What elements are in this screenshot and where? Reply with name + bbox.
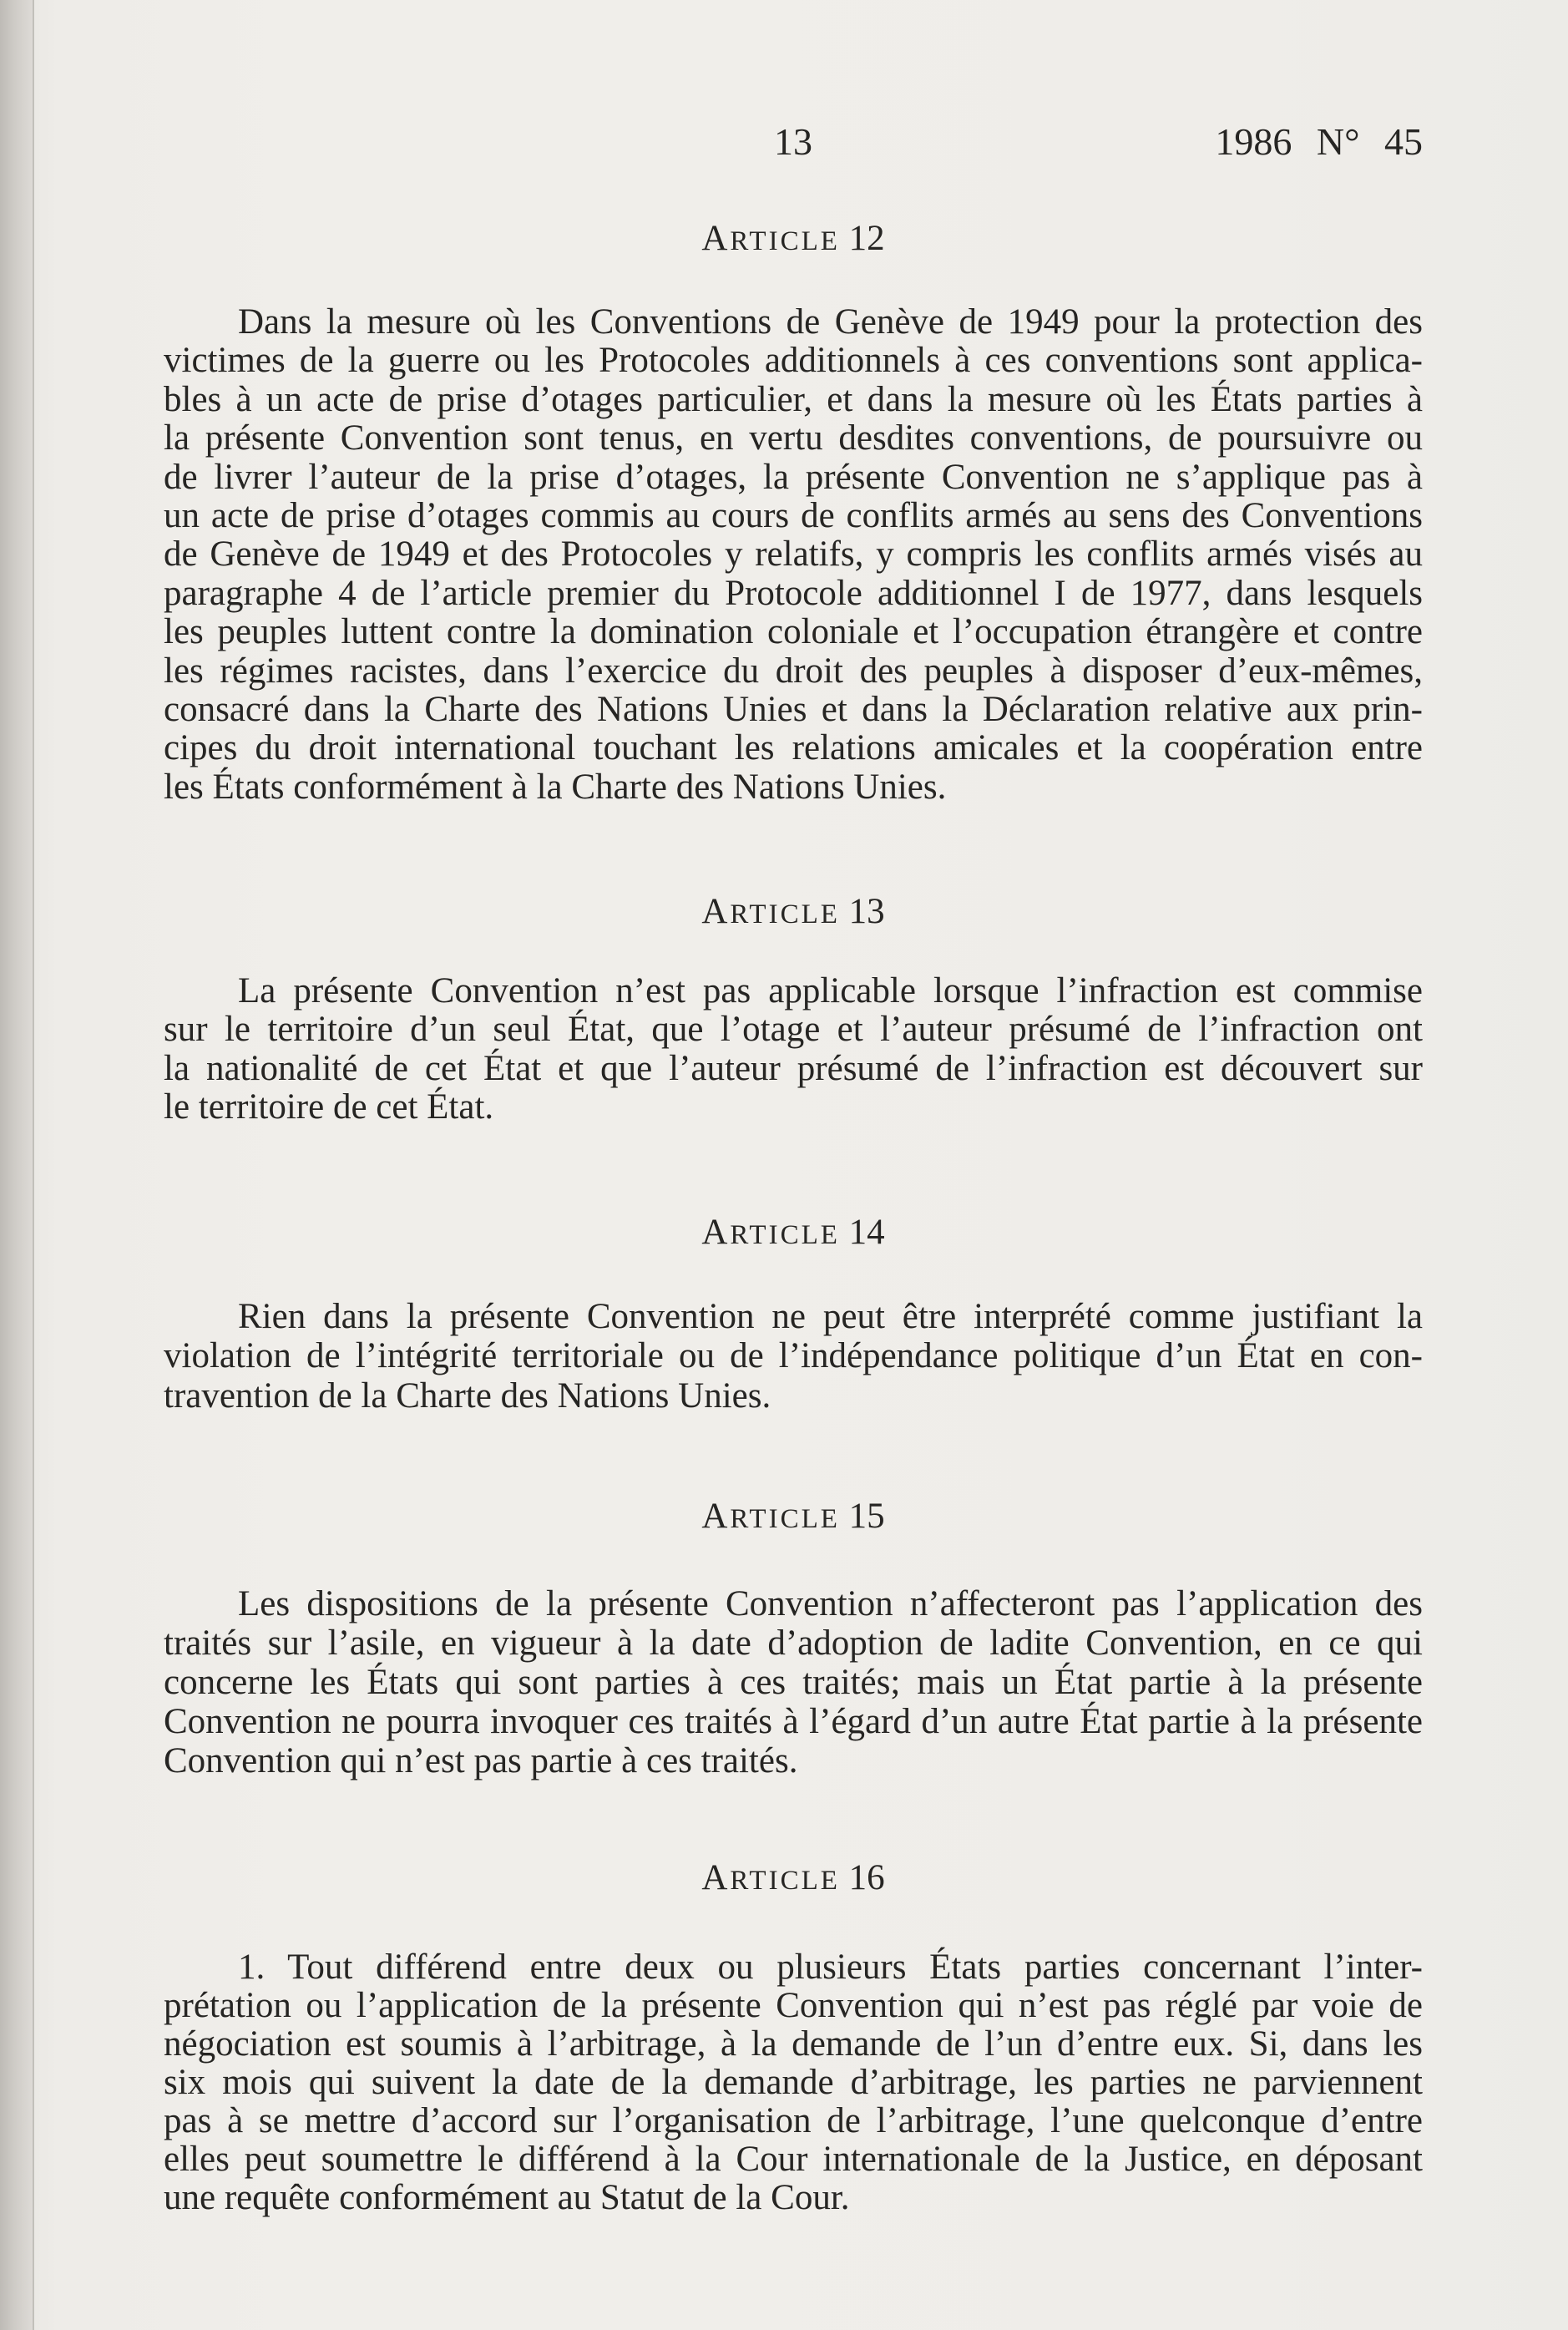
article-14-paragraph <box>164 1297 1423 1416</box>
paragraph-line: six mois qui suivent la date de la demande d’arbitrage, les parties ne parviennent <box>164 2063 1423 2102</box>
paragraph-line: un acte de prise d’otages commis au cours de conflits armés au sens des Conventions <box>164 495 1423 535</box>
article-label: ARTICLE <box>701 1213 840 1252</box>
paragraph-line: cipes du droit international touchant les relations amicales et la coopération entre <box>164 728 1423 768</box>
article-label: ARTICLE <box>701 1858 840 1897</box>
paragraph-line: les États conformément à la Charte des Nations Unies. <box>164 767 947 807</box>
binding-edge-line <box>33 0 34 2330</box>
binding-gutter <box>0 0 33 2330</box>
paragraph-line: de Genève de 1949 et des Protocoles y relatifs, y compris les conflits armés visés au <box>164 534 1423 575</box>
page-number: 13 <box>774 120 812 163</box>
paragraph-line: les peuples luttent contre la domination coloniale et l’occupation étrangère et contre <box>164 612 1423 652</box>
paragraph-line: prétation ou l’application de la présente Convention qui n’est pas réglé par voie de <box>164 1986 1423 2025</box>
article-label: ARTICLE <box>701 1497 840 1536</box>
paragraph-line: victimes de la guerre ou les Protocoles additionnels à ces conventions sont applica- <box>164 341 1423 381</box>
treaty-reference: 1986 N° 45 <box>1215 120 1423 163</box>
paragraph-line: Dans la mesure où les Conventions de Genève de 1949 pour la protection des <box>238 302 1423 342</box>
paragraph-line: la présente Convention sont tenus, en vertu desdites conventions, de poursuivre ou <box>164 418 1423 458</box>
article-12-paragraph <box>164 303 1423 807</box>
paragraph-line: pas à se mettre d’accord sur l’organisation de l’arbitrage, l’une quelconque d’entre <box>164 2101 1423 2140</box>
article-number: 15 <box>848 1497 885 1536</box>
paragraph-line: paragraphe 4 de l’article premier du Protocole additionnel I de 1977, dans lesquels <box>164 573 1423 613</box>
article-label: ARTICLE <box>701 219 840 258</box>
article-heading <box>164 1213 1423 1252</box>
paragraph-line: la nationalité de cet État et que l’auteur présumé de l’infraction est découvert sur <box>164 1048 1423 1088</box>
paragraph-line: le territoire de cet État. <box>164 1086 494 1127</box>
paragraph-line: sur le territoire d’un seul État, que l’otage et l’auteur présumé de l’infraction ont <box>164 1010 1423 1050</box>
paragraph-line: violation de l’intégrité territoriale ou de l’indépendance politique d’un État en con- <box>164 1336 1423 1376</box>
paragraph-line: négociation est soumis à l’arbitrage, à la demande de l’un d’entre eux. Si, dans les <box>164 2024 1423 2064</box>
paragraph-line: bles à un acte de prise d’otages particulier, et dans la mesure où les États parties à <box>164 379 1423 419</box>
article-heading <box>164 1859 1423 1897</box>
article-15-paragraph <box>164 1584 1423 1780</box>
paragraph-line: Rien dans la présente Convention ne peut être interprété comme justifiant la <box>238 1297 1423 1336</box>
article-heading <box>164 1497 1423 1536</box>
paragraph-line: La présente Convention n’est pas applicable lorsque l’infraction est commise <box>238 971 1423 1011</box>
paragraph-line: concerne les États qui sont parties à ces traités; mais un État partie à la présente <box>164 1663 1423 1702</box>
article-number: 16 <box>848 1858 885 1897</box>
article-16-paragraph <box>164 1948 1423 2217</box>
paragraph-line: Convention ne pourra invoquer ces traités à l’égard d’un autre État partie à la présente <box>164 1702 1423 1741</box>
article-number: 13 <box>848 892 885 931</box>
paragraph-line: les régimes racistes, dans l’exercice du droit des peuples à disposer d’eux-mêmes, <box>164 651 1423 691</box>
paragraph-line: elles peut soumettre le différend à la Cour internationale de la Justice, en déposant <box>164 2140 1423 2179</box>
article-label: ARTICLE <box>701 892 840 931</box>
article-heading <box>164 220 1423 258</box>
paragraph-line: 1. Tout différend entre deux ou plusieurs États parties concernant l’inter- <box>238 1948 1423 1987</box>
article-number: 12 <box>848 219 885 258</box>
paragraph-line: consacré dans la Charte des Nations Unies et dans la Déclaration relative aux prin- <box>164 689 1423 729</box>
paragraph-line: une requête conformément au Statut de la Cour. <box>164 2178 850 2217</box>
running-header <box>164 121 1423 163</box>
paragraph-line: traités sur l’asile, en vigueur à la date d’adoption de ladite Convention, en ce qui <box>164 1623 1423 1663</box>
article-heading <box>164 893 1423 931</box>
article-number: 14 <box>848 1213 885 1252</box>
paragraph-line: Convention qui n’est pas partie à ces traités. <box>164 1741 798 1780</box>
paragraph-line: travention de la Charte des Nations Unies. <box>164 1375 771 1416</box>
paragraph-line: Les dispositions de la présente Convention n’affecteront pas l’application des <box>238 1584 1423 1623</box>
article-13-paragraph <box>164 972 1423 1127</box>
paragraph-line: de livrer l’auteur de la prise d’otages, la présente Convention ne s’applique pas à <box>164 457 1423 497</box>
